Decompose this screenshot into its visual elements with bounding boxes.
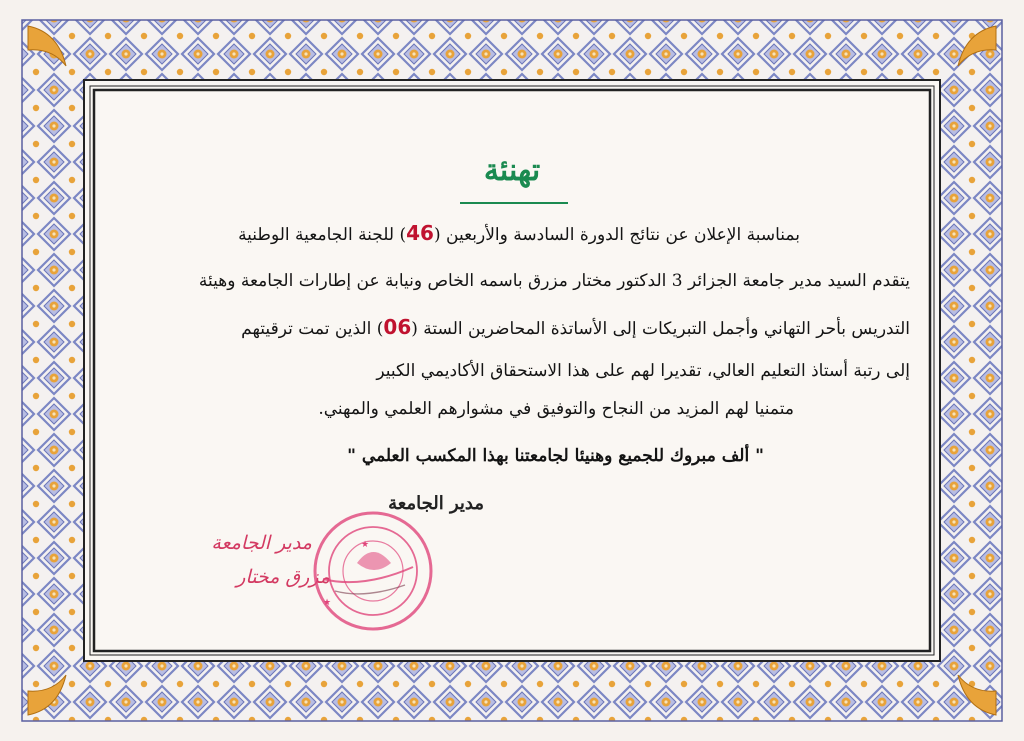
official-stamp-seal	[295, 505, 445, 635]
svg-text:★: ★	[323, 598, 332, 608]
line3-start: التدريس بأحر التهاني وأجمل التبريكات إلى الأساتذة المحاضرين الستة (	[411, 319, 910, 339]
professors-count: 06	[383, 315, 412, 339]
line1-end: ) للجنة الجامعية الوطنية	[238, 225, 407, 245]
svg-text:★: ★	[361, 540, 370, 550]
certificate-title: تهنئة	[483, 153, 541, 188]
paragraph-line-4: إلى رتبة أستاذ التعليم العالي، تقديرا لهم على هذا الاستحقاق الأكاديمي الكبير	[376, 361, 910, 381]
line3-end: ) الذين تمت ترقيتهم	[241, 319, 384, 339]
line1-start: بمناسبة الإعلان عن نتائج الدورة السادسة والأربعين (	[433, 225, 800, 245]
session-number: 46	[406, 221, 434, 245]
paragraph-line-1	[238, 221, 800, 245]
certificate-body	[100, 95, 924, 635]
congratulations-quote: " ألف مبروك للجميع وهنيئا لجامعتنا بهذا المكسب العلمي "	[347, 446, 764, 466]
paragraph-line-2: يتقدم السيد مدير جامعة الجزائر 3 الدكتور مختار مزرق باسمه الخاص ونيابة عن إطارات الجامعة وهيئة	[198, 271, 910, 291]
signature-title: مدير الجامعة	[388, 493, 484, 514]
paragraph-line-5: متمنيا لهم المزيد من النجاح والتوفيق في مشوارهم العلمي والمهني.	[318, 399, 794, 419]
paragraph-line-3	[241, 315, 910, 339]
title-underline	[460, 202, 568, 204]
stamp-title: مدير الجامعة	[211, 532, 312, 554]
stamp-name: مزرق مختار	[236, 566, 330, 588]
